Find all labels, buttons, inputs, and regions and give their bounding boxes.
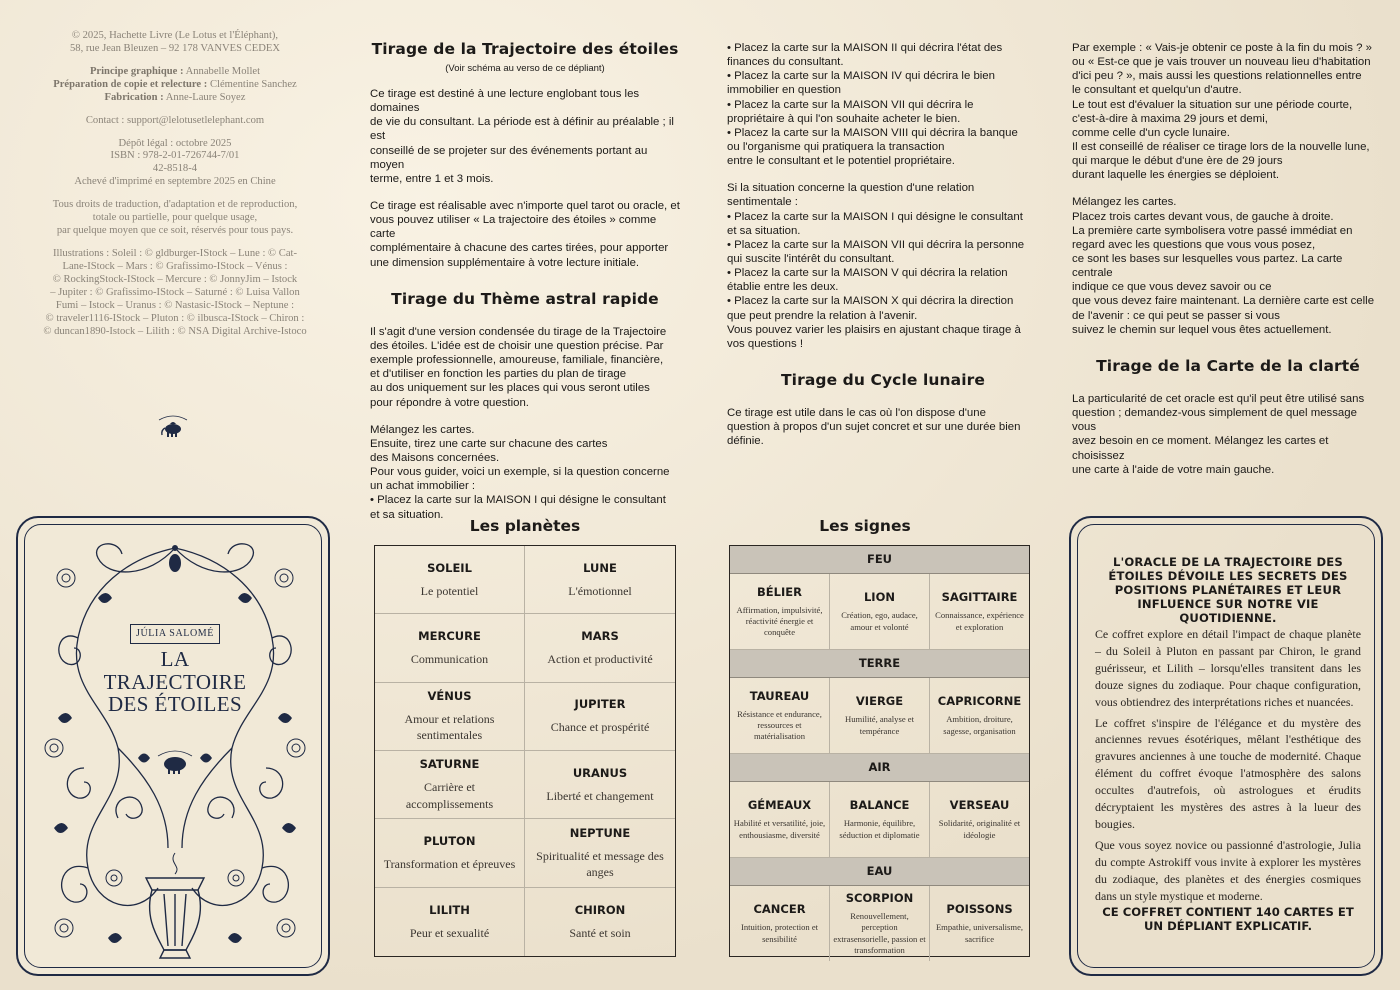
sign-row (730, 678, 1029, 754)
text-line: ce sont les bases sur lesquelles vous partez. La carte centrale (1072, 252, 1343, 280)
sign-description: Renouvellement, perception extrasensorielle, passion et transformation (833, 911, 926, 955)
sign-description: Connaissance, expérience et exploration (935, 610, 1024, 632)
element-header: FEU (730, 546, 1029, 574)
text-line: sentimentale : (727, 196, 798, 209)
text-line: question à propos d'un sujet concret et sur une durée bien (727, 421, 1021, 434)
sign-row (730, 782, 1029, 858)
text-line: • Placez la carte sur la MAISON X qui décrira la direction (727, 295, 1014, 308)
sign-cell (730, 678, 830, 753)
card-title-line: LA (160, 647, 190, 671)
planet-description: Transformation et épreuves (383, 856, 516, 871)
sign-description: Création, ego, audace, amour et volonté (841, 610, 918, 632)
sign-cell (830, 574, 930, 649)
text-line: durant laquelle les énergies se déploient. (1072, 169, 1280, 182)
role-label: Principe graphique : (89, 65, 184, 77)
text-line: Le tout est d'évaluer la situation sur une période courte, (1072, 98, 1353, 111)
text-line: une carte à l'aide de votre main gauche. (1072, 463, 1275, 476)
sign-row (730, 886, 1029, 961)
planet-description: L'émotionnel (568, 583, 632, 598)
sign-name: GÉMEAUX (747, 798, 812, 813)
sign-cell (830, 678, 930, 753)
sign-name: CAPRICORNE (937, 694, 1022, 709)
text-line: Ce tirage est réalisable avec n'importe quel tarot ou oracle, et (370, 199, 680, 212)
planet-cell (525, 683, 675, 751)
section-title-theme-astral: Tirage du Thème astral rapide (391, 289, 659, 308)
paragraph (370, 87, 680, 186)
text-line: c'est-à-dire à maxima 29 jours et demi, (1072, 112, 1268, 125)
text-line: • Placez la carte sur la MAISON V qui décrira la relation (727, 267, 1008, 280)
text-line: Mélangez les cartes. (1072, 196, 1177, 209)
planet-name: CHIRON (574, 902, 626, 917)
illustration-line: Fumi – Istock – Uranus : © Nastasic-IStock – Neptune : (55, 299, 295, 311)
planet-description: Carrière et accomplissements (405, 780, 494, 811)
planet-cell (525, 819, 675, 887)
sign-description: Habilité et versatilité, joie, enthousiasme, diversité (733, 818, 826, 840)
planet-description: Santé et soin (569, 925, 631, 940)
box-paragraph: Ce coffret explore en détail l'impact de chaque planète – du Soleil à Pluton en passant par Chiron, le grand guérisseur, et Lilith – lorsqu'elles transitent dans les douze signes du zodiaque. Pour chaque configuration, vous obtiendrez des interprétations riches et nuancées. (1095, 627, 1361, 709)
sign-name: BÉLIER (757, 584, 802, 599)
text-line: entre le consultant et le potentiel propriétaire. (727, 155, 955, 168)
text-line: vos questions ! (727, 337, 803, 350)
sign-name: VIERGE (855, 694, 904, 709)
text-line: Mélangez les cartes. (370, 423, 475, 436)
text-line: de vie du consultant. La période est à définir au préalable ; il est (370, 116, 674, 143)
section-title-cycle-lunaire: Tirage du Cycle lunaire (780, 370, 986, 389)
section-title-carte-clarte: Tirage de la Carte de la clarté (1096, 356, 1360, 375)
illustration-line: Lane-IStock – Mars : © Grafissimo-IStock – Vénus : (62, 260, 288, 272)
planet-description: Communication (410, 651, 489, 666)
box-paragraph: Que vous soyez novice ou passionné d'astrologie, Julia du compte Astrokiff vous invite à explorer les mystères du zodiaque, des planètes et des énergies cosmiques dans un style mystique et moderne. (1095, 837, 1361, 903)
sign-description: Ambition, droiture, sagesse, organisation (943, 714, 1016, 736)
box-heading: L'ORACLE DE LA TRAJECTOIRE DES ÉTOILES DÉVOILE LES SECRETS DES POSITIONS PLANÉTAIRES ET LEUR INFLUENCE SUR NOTRE VIE QUOTIDIENNE. (1108, 555, 1348, 625)
text-line: La première carte symbolisera votre passé immédiat en (1072, 224, 1353, 237)
sign-name: TAUREAU (749, 688, 810, 703)
planet-description: Le potentiel (420, 583, 479, 598)
illustration-line: © RockingStock-IStock – Mercure : © JonnyJim – Istock (52, 273, 298, 285)
text-line: terme, entre 1 et 3 mois. (370, 172, 494, 185)
text-line: • Placez la carte sur la MAISON VII qui décrira la personne (727, 238, 1025, 251)
legal-line: 42-8518-4 (152, 163, 198, 175)
element-header: EAU (730, 858, 1029, 886)
text-line: propriétaire à qui l'on souhaite acheter le bien. (727, 112, 961, 125)
sign-description: Harmonie, équilibre, séduction et diplomatie (839, 818, 920, 840)
rights-line: Tous droits de traduction, d'adaptation et de reproduction, (52, 199, 298, 211)
sign-cell (930, 782, 1029, 857)
text-line: définie. (727, 435, 764, 448)
text-line: Par exemple : « Vais-je obtenir ce poste à la fin du mois ? » (1072, 42, 1372, 54)
contact-line: Contact : support@lelotusetlelephant.com (85, 114, 265, 126)
publisher-info (38, 30, 312, 56)
card-author-label: JÚLIA SALOMÉ (130, 624, 220, 644)
sign-cell (730, 782, 830, 857)
text-line: Ce tirage est utile dans le cas où l'on dispose d'une (727, 407, 986, 420)
paragraph (727, 181, 1039, 351)
signs-title: Les signes (819, 517, 911, 535)
publisher-address: 58, rue Jean Bleuzen – 92 178 VANVES CEDEX (70, 42, 280, 54)
text-line: au dos uniquement sur les places qui vous seront utiles (370, 382, 650, 395)
text-line: immobilier en question (727, 84, 841, 97)
text-line: • Placez la carte sur la MAISON I qui désigne le consultant (727, 210, 1023, 223)
sign-name: CANCER (753, 902, 806, 917)
credits-block (38, 30, 312, 348)
rights-line: totale ou partielle, pour quelque usage, (92, 212, 258, 224)
sign-name: LION (863, 590, 895, 605)
text-line: pour répondre à votre question. (370, 396, 529, 409)
sign-cell (930, 574, 1029, 649)
planets-table (374, 545, 676, 957)
text-line: avez besoin en ce moment. Mélangez les cartes et choisissez (1072, 435, 1329, 462)
illustration-line: – Jupiter : © Grafissimo-IStock – Saturné : © Luisa Vallon (50, 286, 300, 298)
text-line: comme celle d'un cycle lunaire. (1072, 126, 1230, 139)
text-line: établie entre les deux. (727, 281, 839, 294)
sign-description: Affirmation, impulsivité, réactivité énergie et conquête (736, 604, 823, 638)
ornament-vines-icon (18, 518, 332, 978)
planets-title: Les planètes (469, 517, 581, 535)
role-name: Annabelle Mollet (185, 65, 261, 77)
planet-name: VÉNUS (427, 689, 472, 704)
illustration-credits (38, 248, 312, 338)
planet-name: LILITH (429, 902, 470, 917)
paragraph (727, 406, 1039, 448)
text-line: • Placez la carte sur la MAISON IV qui décrira le bien (727, 70, 995, 83)
planet-cell (375, 751, 525, 819)
text-line: • Placez la carte sur la MAISON VIII qui décrira la banque (727, 126, 1018, 139)
planet-description: Spiritualité et message des anges (536, 848, 664, 879)
paragraph (370, 199, 680, 270)
text-line: Si la situation concerne la question d'une relation (727, 182, 975, 195)
publisher-logo-icon (155, 412, 191, 440)
text-line: un achat immobilier : (370, 480, 476, 493)
planet-name: MERCURE (418, 628, 481, 643)
paragraph (1072, 41, 1384, 182)
text-line: • Placez la carte sur la MAISON II qui décrira l'état des (727, 42, 1003, 54)
description-box (1069, 516, 1383, 976)
sign-cell (730, 886, 830, 961)
text-line: indique ce que vous devez savoir ou ce (1072, 281, 1272, 294)
text-line: Il s'agit d'une version condensée du tirage de la Trajectoire (370, 325, 667, 338)
signs-table (729, 545, 1030, 957)
box-footer: CE COFFRET CONTIENT 140 CARTES ET UN DÉPLIANT EXPLICATIF. (1102, 905, 1354, 933)
paragraph (1072, 392, 1384, 477)
credit-roles (38, 66, 312, 105)
text-line: finances du consultant. (727, 56, 844, 69)
text-line: Vous pouvez varier les plaisirs en ajustant chaque tirage à (727, 323, 1021, 336)
text-line: qui suscite l'intérêt du consultant. (727, 252, 895, 265)
planet-name: JUPITER (574, 697, 626, 712)
text-line: ou « Est-ce que je vais trouver un nouveau lieu d'habitation (1072, 56, 1371, 69)
column-cycle-lunaire (1072, 41, 1384, 490)
text-line: le consultant et quelqu'un d'autre. (1072, 84, 1242, 97)
text-line: des étoiles. L'idée est de choisir une question précise. Par (370, 340, 664, 353)
sign-cell (830, 886, 930, 961)
oracle-card-cover (16, 516, 330, 976)
legal-line: Dépôt légal : octobre 2025 (118, 137, 232, 149)
planet-description: Peur et sexualité (409, 925, 490, 940)
text-line: conseillé de se projeter sur des événements portant au moyen (370, 144, 648, 171)
text-line: Ce tirage est destiné à une lecture englobant tous les domaines (370, 87, 640, 115)
planet-cell (375, 888, 525, 956)
planet-name: MARS (581, 628, 619, 643)
card-title (78, 648, 272, 716)
planet-cell (525, 546, 675, 614)
text-line: Il est conseillé de réaliser ce tirage lors de la nouvelle lune, (1072, 140, 1370, 153)
planet-cell (375, 614, 525, 682)
text-line: complémentaire à chacune des cartes tirées, pour apporter (370, 242, 669, 255)
text-line: Pour vous guider, voici un exemple, si la question concerne (370, 466, 670, 479)
planet-name: SOLEIL (427, 560, 472, 575)
legal-line: Achevé d'imprimé en septembre 2025 en Chine (74, 176, 276, 188)
card-title-line: DES ÉTOILES (107, 692, 243, 717)
planet-name: URANUS (572, 765, 628, 780)
text-line: regard avec les questions que vous vous posez, (1072, 238, 1316, 251)
planet-cell (525, 751, 675, 819)
planet-description: Amour et relations sentimentales (404, 712, 495, 743)
text-line: d'ici peu ? », mais aussi les questions relationnelles entre (1072, 70, 1362, 83)
text-line: • Placez la carte sur la MAISON I qui désigne le consultant (370, 494, 666, 507)
sign-description: Intuition, protection et sensibilité (740, 922, 819, 944)
text-line: Placez trois cartes devant vous, de gauche à droite. (1072, 210, 1334, 223)
card-title-line: TRAJECTOIRE (103, 669, 247, 694)
text-line: de l'avenir : ce qui peut se passer si vous (1072, 309, 1280, 322)
sign-description: Empathie, universalisme, sacrifice (935, 922, 1024, 944)
text-line: exemple professionnelle, amoureuse, familiale, financière, (370, 354, 664, 367)
text-line: question ; demandez-vous simplement de quel message vous (1072, 407, 1357, 434)
section-subtitle: (Voir schéma au verso de ce dépliant) (445, 63, 605, 75)
paragraph (370, 325, 680, 410)
box-paragraph: Le coffret s'inspire de l'élégance et du mystère des anciennes revues ésotériques, mêlant l'esthétique des gravures anciennes à une touche de modernité. Chaque élément du coffret évoque l'atmosphère des salons occultes d'autrefois, où astrologues et érudits décryptaient les mystères des astres à la lueur des bougies. (1095, 715, 1361, 831)
sign-name: SCORPION (845, 891, 914, 906)
sign-description: Résistance et endurance, ressources et matérialisation (737, 708, 822, 742)
planet-cell (525, 614, 675, 682)
role-name: Clémentine Sanchez (209, 78, 297, 90)
text-line: qui marque le début d'une ère de 29 jours (1072, 155, 1283, 168)
legal-info (38, 138, 312, 190)
rights-info (38, 199, 312, 238)
planet-description: Liberté et changement (546, 788, 654, 803)
sign-description: Humilité, analyse et tempérance (845, 714, 914, 736)
publisher-line: © 2025, Hachette Livre (Le Lotus et l'Éléphant), (71, 30, 279, 41)
text-line: et sa situation. (370, 508, 444, 521)
planet-cell (525, 888, 675, 956)
planet-name: SATURNE (419, 757, 480, 772)
box-body (1095, 626, 1361, 909)
column-maisons (727, 41, 1039, 462)
planet-name: NEPTUNE (569, 825, 631, 840)
illustration-line: Illustrations : Soleil : © gldburger-IStock – Lune : © Cat- (52, 247, 297, 259)
sign-name: POISSONS (946, 902, 1013, 917)
planet-name: LUNE (583, 560, 617, 575)
planet-cell (375, 819, 525, 887)
role-label: Préparation de copie et relecture : (53, 78, 208, 90)
illustration-line: © duncan1890-Istock – Lilith : © NSA Digital Archive-Istoco (43, 325, 307, 337)
legal-line: ISBN : 978-2-01-726744-7/01 (110, 150, 240, 162)
role-label: Fabrication : (104, 91, 164, 103)
sign-row (730, 574, 1029, 650)
text-line: et d'utiliser en fonction les parties du plan de tirage (370, 368, 627, 381)
sign-cell (730, 574, 830, 649)
sign-name: SAGITTAIRE (941, 590, 1018, 605)
text-line: ou l'organisme qui pratiquera la transaction (727, 140, 945, 153)
sign-cell (930, 678, 1029, 753)
text-line: une dimension supplémentaire à votre lecture initiale. (370, 256, 640, 269)
paragraph (1072, 195, 1384, 336)
text-line: que vous devez faire maintenant. La dernière carte est celle (1072, 295, 1375, 308)
sign-description: Solidarité, originalité et idéologie (938, 818, 1021, 840)
column-trajectoire (370, 40, 680, 535)
rights-line: par quelque moyen que ce soit, réservés pour tous pays. (56, 225, 294, 237)
sign-cell (830, 782, 930, 857)
paragraph (727, 41, 1039, 168)
text-line: vous pouvez utiliser « La trajectoire des étoiles » comme carte (370, 214, 657, 241)
text-line: suivez le chemin sur lequel vous êtes actuellement. (1072, 323, 1332, 336)
text-line: des Maisons concernées. (370, 452, 500, 465)
illustration-line: © traveler1116-IStock – Pluton : © ilbusca-IStock – Chiron : (45, 312, 305, 324)
role-name: Anne-Laure Soyez (165, 91, 246, 103)
text-line: Ensuite, tirez une carte sur chacune des cartes (370, 437, 608, 450)
text-line: • Placez la carte sur la MAISON VII qui décrira le (727, 98, 974, 111)
section-title-trajectoire: Tirage de la Trajectoire des étoiles (371, 40, 679, 58)
text-line: La particularité de cet oracle est qu'il peut être utilisé sans (1072, 393, 1365, 406)
element-header: AIR (730, 754, 1029, 782)
planet-description: Action et productivité (547, 651, 653, 666)
planet-name: PLUTON (423, 833, 476, 848)
element-header: TERRE (730, 650, 1029, 678)
sign-cell (930, 886, 1029, 961)
text-line: et sa situation. (727, 224, 801, 237)
sign-name: BALANCE (849, 798, 910, 813)
sign-name: VERSEAU (949, 798, 1010, 813)
planet-cell (375, 546, 525, 614)
paragraph (370, 423, 680, 522)
text-line: que peut prendre la relation à l'avenir. (727, 309, 918, 322)
planet-description: Chance et prospérité (550, 720, 650, 735)
planet-cell (375, 683, 525, 751)
